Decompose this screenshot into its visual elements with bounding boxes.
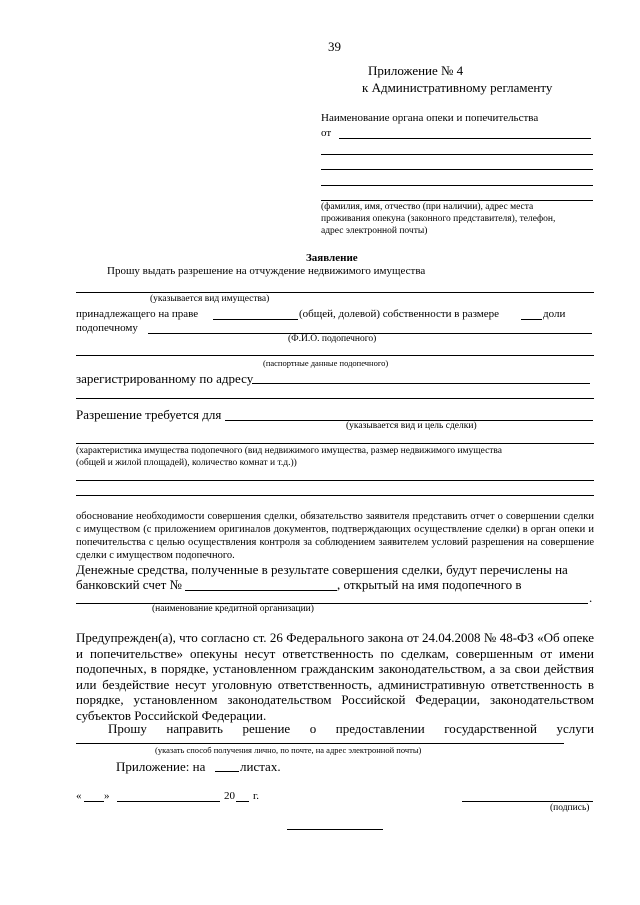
attachment-label: Приложение: на: [116, 759, 206, 774]
permission-label: Разрешение требуется для: [76, 407, 222, 422]
date-year: 20: [224, 790, 235, 802]
ownership-part-3: доли: [543, 308, 566, 320]
date-quote-open: «: [76, 790, 82, 802]
signature-caption: (подпись): [550, 803, 590, 813]
document-title: Заявление: [306, 252, 358, 264]
date-month-blank: [117, 801, 220, 802]
addressee-caption-2: проживания опекуна (законного представителя), телефон,: [321, 214, 556, 224]
deal-caption: (указывается вид и цель сделки): [346, 421, 477, 431]
addressee-line-1: [339, 138, 591, 139]
property-type-line: [76, 292, 594, 293]
date-year-blank: [236, 801, 249, 802]
bank-line-end: .: [589, 590, 593, 605]
ward-label: подопечному: [76, 322, 138, 334]
date-day-blank: [84, 801, 104, 802]
addressee-line-3: [321, 169, 593, 170]
address-line-1: [252, 383, 590, 384]
warning-text: Предупрежден(а), что согласно ст. 26 Федерального закона от 24.04.2008 № 48-ФЗ «Об опеке и попечительстве» опекуны несут ответственность по сделкам, совершенным от имени подопечных, в порядке, установленном гражданским законодательством, а за свои действия или бездействие несут уголовную ответственность, административную ответственность в порядке, установленном законодательством Российской Федерации, законодательством субъектов Российской Федерации.: [76, 630, 594, 723]
address-line-2: [76, 398, 594, 399]
share-size-blank: [521, 319, 542, 320]
passport-line: [76, 355, 594, 356]
authority-label: Наименование органа опеки и попечительства: [321, 112, 539, 124]
from-label: от: [321, 127, 332, 139]
addressee-line-2: [321, 154, 593, 155]
attachment-count-blank: [215, 771, 239, 772]
attachment-suffix: листах.: [240, 759, 281, 774]
characteristic-line-3: [76, 495, 594, 496]
request-line: Прошу выдать разрешение на отчуждение недвижимого имущества: [107, 265, 426, 277]
date-suffix: г.: [253, 790, 260, 802]
funds-line-1: Денежные средства, полученные в результате совершения сделки, будут перечислены на: [76, 562, 568, 577]
justification-text: обоснование необходимости совершения сделки, обязательство заявителя представить отчет о совершении сделки с имуществом (с приложением оригиналов документов, подтверждающих осуществление сделки) в орган опеки и попечительства с целью осуществления контроля за соблюдением заявителем условий разрешения на совершение сделки с имуществом подопечного.: [76, 511, 594, 561]
account-number-line: [185, 590, 337, 591]
addressee-line-4: [321, 185, 593, 186]
method-line: [76, 743, 564, 744]
characteristic-caption-2: (общей и жилой площадей), количество комнат и т.д.)): [76, 458, 297, 468]
characteristic-line-2: [76, 480, 594, 481]
appendix-title: Приложение № 4: [368, 63, 464, 78]
bottom-divider: [287, 829, 383, 830]
ownership-part-1: принадлежащего на праве: [76, 308, 199, 320]
bank-caption: (наименование кредитной организации): [152, 604, 314, 614]
method-caption: (указать способ получения лично, по почте, на адрес электронной почты): [155, 745, 422, 755]
ownership-part-2: (общей, долевой) собственности в размере: [299, 308, 500, 320]
appendix-regulation: к Административному регламенту: [362, 80, 553, 95]
passport-caption: (паспортные данные подопечного): [263, 358, 389, 368]
ownership-right-blank: [213, 319, 298, 320]
page-number: 39: [328, 39, 341, 54]
ward-name-caption: (Ф.И.О. подопечного): [288, 334, 377, 344]
property-type-caption: (указывается вид имущества): [150, 294, 270, 304]
send-decision-text: Прошу направить решение о предоставлении государственной услуги: [108, 721, 594, 736]
registered-label: зарегистрированному по адресу: [76, 371, 254, 386]
addressee-caption-3: адрес электронной почты): [321, 226, 428, 236]
funds-account-label: банковский счет №: [76, 577, 182, 592]
characteristic-line: [76, 443, 594, 444]
funds-account-suffix: , открытый на имя подопечного в: [337, 577, 522, 592]
characteristic-caption-1: (характеристика имущества подопечного (вид недвижимого имущества, размер недвижимого имущества: [76, 446, 503, 456]
addressee-line-5: [321, 200, 593, 201]
addressee-caption-1: (фамилия, имя, отчество (при наличии), адрес места: [321, 202, 534, 212]
signature-line: [462, 801, 593, 802]
date-quote-close: »: [104, 790, 110, 802]
